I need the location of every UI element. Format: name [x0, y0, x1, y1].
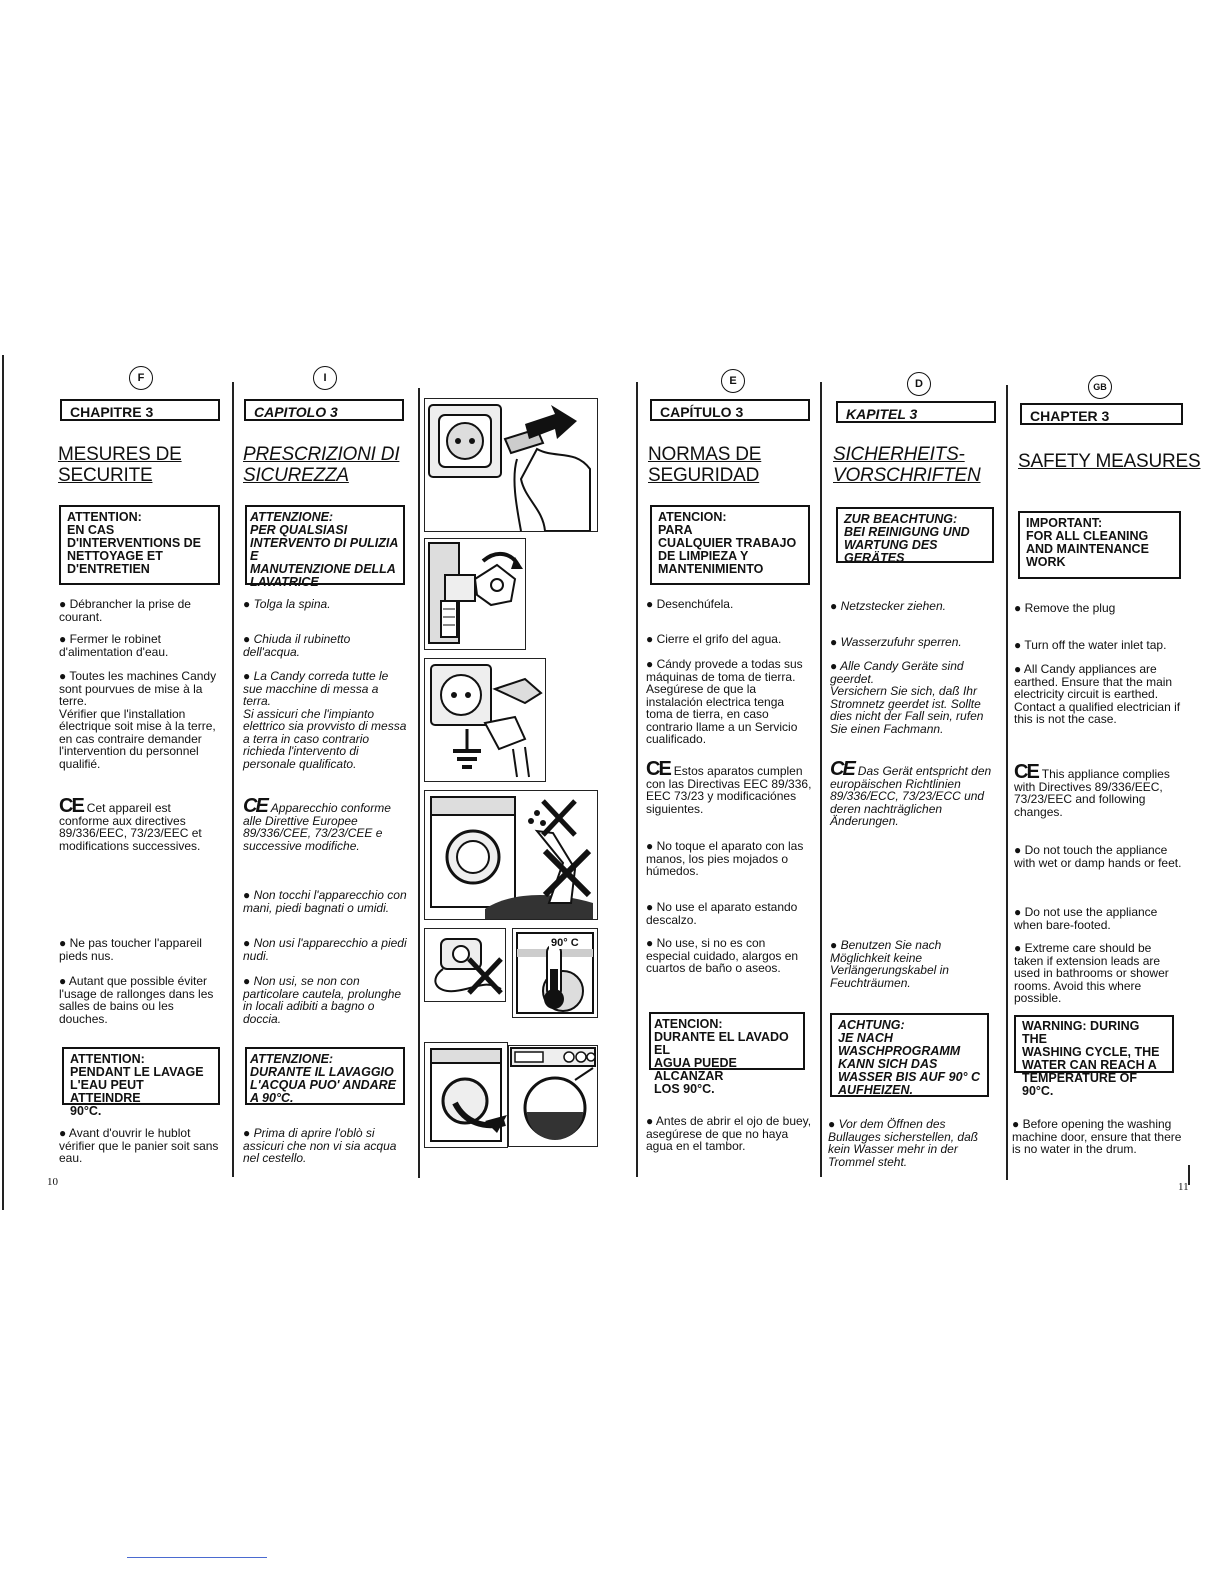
- ce-mark-icon: CE: [59, 795, 83, 817]
- section-title: MESURES DE SECURITE: [58, 444, 182, 486]
- chapter-header: CAPÍTULO 3: [650, 399, 810, 421]
- safety-instruction: ● Autant que possible éviter l'usage de rallonges dans les salles de bains ou les douches.: [59, 974, 214, 1026]
- language-badge-it: I: [313, 366, 337, 390]
- no-bare-feet-icon: [425, 791, 597, 919]
- chapter-header: CHAPTER 3: [1020, 403, 1183, 425]
- washing-machine-door-icon: [425, 1043, 507, 1147]
- section-title: PRESCRIZIONI DI SICUREZZA: [243, 444, 400, 486]
- safety-instruction: ● Non tocchi l'apparecchio con mani, piedi bagnati o umidi.: [243, 888, 407, 915]
- safety-instruction: ● Cierre el grifo del agua.: [646, 632, 782, 646]
- safety-instruction: ● Cándy provede a todas sus máquinas de toma de tierra. Asegúrese de que la instalación electrica tenga toma de tierra, en caso contrario llame a un Servicio cualificado.: [646, 657, 803, 746]
- safety-instruction: ● Antes de abrir el ojo de buey, asegúrese de que no haya agua en el tambor.: [646, 1114, 812, 1153]
- illustration-open-door: [424, 1042, 508, 1148]
- safety-instruction: ● Extreme care should be taken if extension leads are used in bathrooms or shower rooms. Avoid this where possible.: [1014, 941, 1169, 1005]
- hot-water-warning-box: ACHTUNG: JE NACH WASCHPROGRAMM KANN SICH DAS WASSER BIS AUF 90° C AUFHEIZEN.: [830, 1013, 989, 1097]
- illustration-earthing: [424, 658, 546, 782]
- illustration-water-in-drum: [508, 1045, 598, 1147]
- chapter-header: CAPITOLO 3: [244, 399, 404, 421]
- chapter-header: KAPITEL 3: [836, 401, 996, 423]
- safety-instruction: ● Netzstecker ziehen.: [830, 599, 946, 613]
- ce-compliance-note: CE Das Gerät entspricht den europäischen Richtlinien 89/336/ECC, 73/23/ECC und deren nachträglichen Änderungen.: [830, 758, 992, 828]
- ce-compliance-note: CE This appliance complies with Directives 89/336/EEC, 73/23/EEC and following changes.: [1014, 761, 1170, 819]
- safety-instruction: ● All Candy appliances are earthed. Ensure that the main electricity circuit is earthed. Contact a qualified electrician if this is not the case.: [1014, 662, 1181, 726]
- safety-instruction: ● Chiuda il rubinetto dell'acqua.: [243, 632, 351, 659]
- language-badge-de: D: [907, 372, 931, 396]
- chapter-header: CHAPITRE 3: [60, 399, 220, 421]
- column-divider: [820, 382, 822, 1177]
- safety-instruction: ● Vor dem Öffnen des Bullauges sicherstellen, daß kein Wasser mehr in der Trommel steht.: [828, 1117, 979, 1169]
- safety-instruction: ● Prima di aprire l'oblò si assicuri che non vi sia acqua nel cestello.: [243, 1126, 397, 1165]
- safety-instruction: ● No toque el aparato con las manos, los pies mojados o húmedos.: [646, 839, 804, 878]
- safety-instruction: ● Wasserzufuhr sperren.: [830, 635, 962, 649]
- warning-box: ATTENTION: EN CAS D'INTERVENTIONS DE NETTOYAGE ET D'ENTRETIEN: [59, 505, 220, 585]
- safety-instruction: ● No use, si no es con especial cuidado, alargos en cuartos de baño o aseos.: [646, 936, 799, 975]
- safety-instruction: ● Turn off the water inlet tap.: [1014, 638, 1167, 652]
- safety-instruction: ● Ne pas toucher l'appareil pieds nus.: [59, 936, 202, 963]
- temperature-label: 90° C: [551, 937, 579, 949]
- hot-water-warning-box: ATTENTION: PENDANT LE LAVAGE L'EAU PEUT ATTEINDRE 90°C.: [62, 1047, 220, 1105]
- language-badge-es: E: [721, 369, 745, 393]
- earth-ground-icon: [425, 659, 545, 781]
- safety-instruction: ● Desenchúfela.: [646, 597, 734, 611]
- language-badge-fr: F: [129, 366, 153, 390]
- language-badge-gb: GB: [1088, 375, 1112, 399]
- safety-instruction: ● Do not use the appliance when bare-footed.: [1014, 905, 1158, 932]
- safety-instruction: ● Tolga la spina.: [243, 597, 331, 611]
- warning-box: ZUR BEACHTUNG: BEI REINIGUNG UND WARTUNG DES GERÄTES: [836, 507, 994, 563]
- footer-rule: [127, 1557, 267, 1558]
- safety-instruction: ● Avant d'ouvrir le hublot vérifier que le panier soit sans eau.: [59, 1126, 219, 1165]
- extension-lead-icon: [425, 929, 505, 1001]
- section-title: SAFETY MEASURES: [1018, 451, 1201, 472]
- safety-instruction: ● La Candy correda tutte le sue macchine di messa a terra. Si assicuri che l'impianto elettrico sia provvisto di messa a terra in caso contrario richieda l'intervento di personale qualificato.: [243, 669, 407, 771]
- column-divider: [418, 388, 420, 1178]
- ce-compliance-note: CE Apparecchio conforme alle Direttive Europee 89/336/CEE, 73/23/CEE e successive modifiche.: [243, 795, 391, 853]
- illustration-no-wet-bare-feet: [424, 790, 598, 920]
- warning-box: ATENCION: PARA CUALQUIER TRABAJO DE LIMPIEZA Y MANTENIMIENTO: [650, 505, 810, 585]
- column-divider: [1006, 385, 1008, 1180]
- warning-box: IMPORTANT: FOR ALL CLEANING AND MAINTENANCE WORK: [1018, 511, 1181, 579]
- safety-instruction: ● Non usi, se non con particolare cautela, prolunghe in locali adibiti a bagno o doccia.: [243, 974, 402, 1026]
- safety-instruction: ● Fermer le robinet d'alimentation d'eau.: [59, 632, 169, 659]
- section-title: NORMAS DE SEGURIDAD: [648, 444, 762, 486]
- illustration-unplug: [424, 398, 598, 532]
- page-edge-line: [2, 355, 4, 1210]
- illustration-no-extension-lead: [424, 928, 506, 1002]
- warning-box: ATTENZIONE: PER QUALSIASI INTERVENTO DI PULIZIA E MANUTENZIONE DELLA LAVATRICE: [245, 505, 405, 585]
- hot-water-warning-box: ATTENZIONE: DURANTE IL LAVAGGIO L'ACQUA PUO' ANDARE A 90°C.: [245, 1047, 405, 1105]
- safety-instruction: ● No use el aparato estando descalzo.: [646, 900, 798, 927]
- illustration-hot-water-90c: [512, 928, 598, 1018]
- column-divider: [232, 382, 234, 1177]
- ce-mark-icon: CE: [243, 795, 267, 817]
- page-number-left: 10: [47, 1176, 58, 1188]
- ce-mark-icon: CE: [646, 758, 670, 780]
- ce-compliance-note: CE Cet appareil est conforme aux directives 89/336/EEC, 73/23/EEC et modifications successives.: [59, 795, 202, 853]
- safety-instruction: ● Débrancher la prise de courant.: [59, 597, 191, 624]
- ce-compliance-note: CE Estos aparatos cumplen con las Directivas EEC 89/336, EEC 73/23 y modificaciónes siguientes.: [646, 758, 812, 816]
- page-number-right: 11: [1178, 1181, 1189, 1193]
- hot-water-warning-box: ATENCION: DURANTE EL LAVADO EL AGUA PUEDE ALCANZAR LOS 90°C.: [649, 1012, 805, 1070]
- safety-instruction: ● Do not touch the appliance with wet or damp hands or feet.: [1014, 843, 1182, 870]
- safety-instruction: ● Alle Candy Geräte sind geerdet. Versichern Sie sich, daß Ihr Stromnetz geerdet ist. Sollte dies nicht der Fall sein, rufen Sie einen Fachmann.: [830, 659, 984, 736]
- ce-mark-icon: CE: [1014, 761, 1038, 783]
- safety-instruction: ● Non usi l'apparecchio a piedi nudi.: [243, 936, 407, 963]
- unplug-icon: [425, 399, 597, 531]
- illustration-close-tap: [424, 538, 526, 650]
- drum-water-icon: [509, 1046, 597, 1146]
- safety-instruction: ● Before opening the washing machine door, ensure that there is no water in the drum.: [1012, 1117, 1182, 1156]
- safety-instruction: ● Benutzen Sie nach Möglichkeit keine Verlängerungskabel in Feuchträumen.: [830, 938, 949, 990]
- column-divider: [636, 382, 638, 1177]
- ce-mark-icon: CE: [830, 758, 854, 780]
- safety-instruction: ● Remove the plug: [1014, 601, 1116, 615]
- water-tap-icon: [425, 539, 525, 649]
- section-title: SICHERHEITS- VORSCHRIFTEN: [833, 444, 981, 486]
- safety-instruction: ● Toutes les machines Candy sont pourvues de mise à la terre. Vérifier que l'installation électrique soit mise à la terre, en cas contraire demander l'intervention du personnel qualifié.: [59, 669, 217, 771]
- hot-water-warning-box: WARNING: DURING THE WASHING CYCLE, THE WATER CAN REACH A TEMPERATURE OF 90°C.: [1014, 1015, 1174, 1073]
